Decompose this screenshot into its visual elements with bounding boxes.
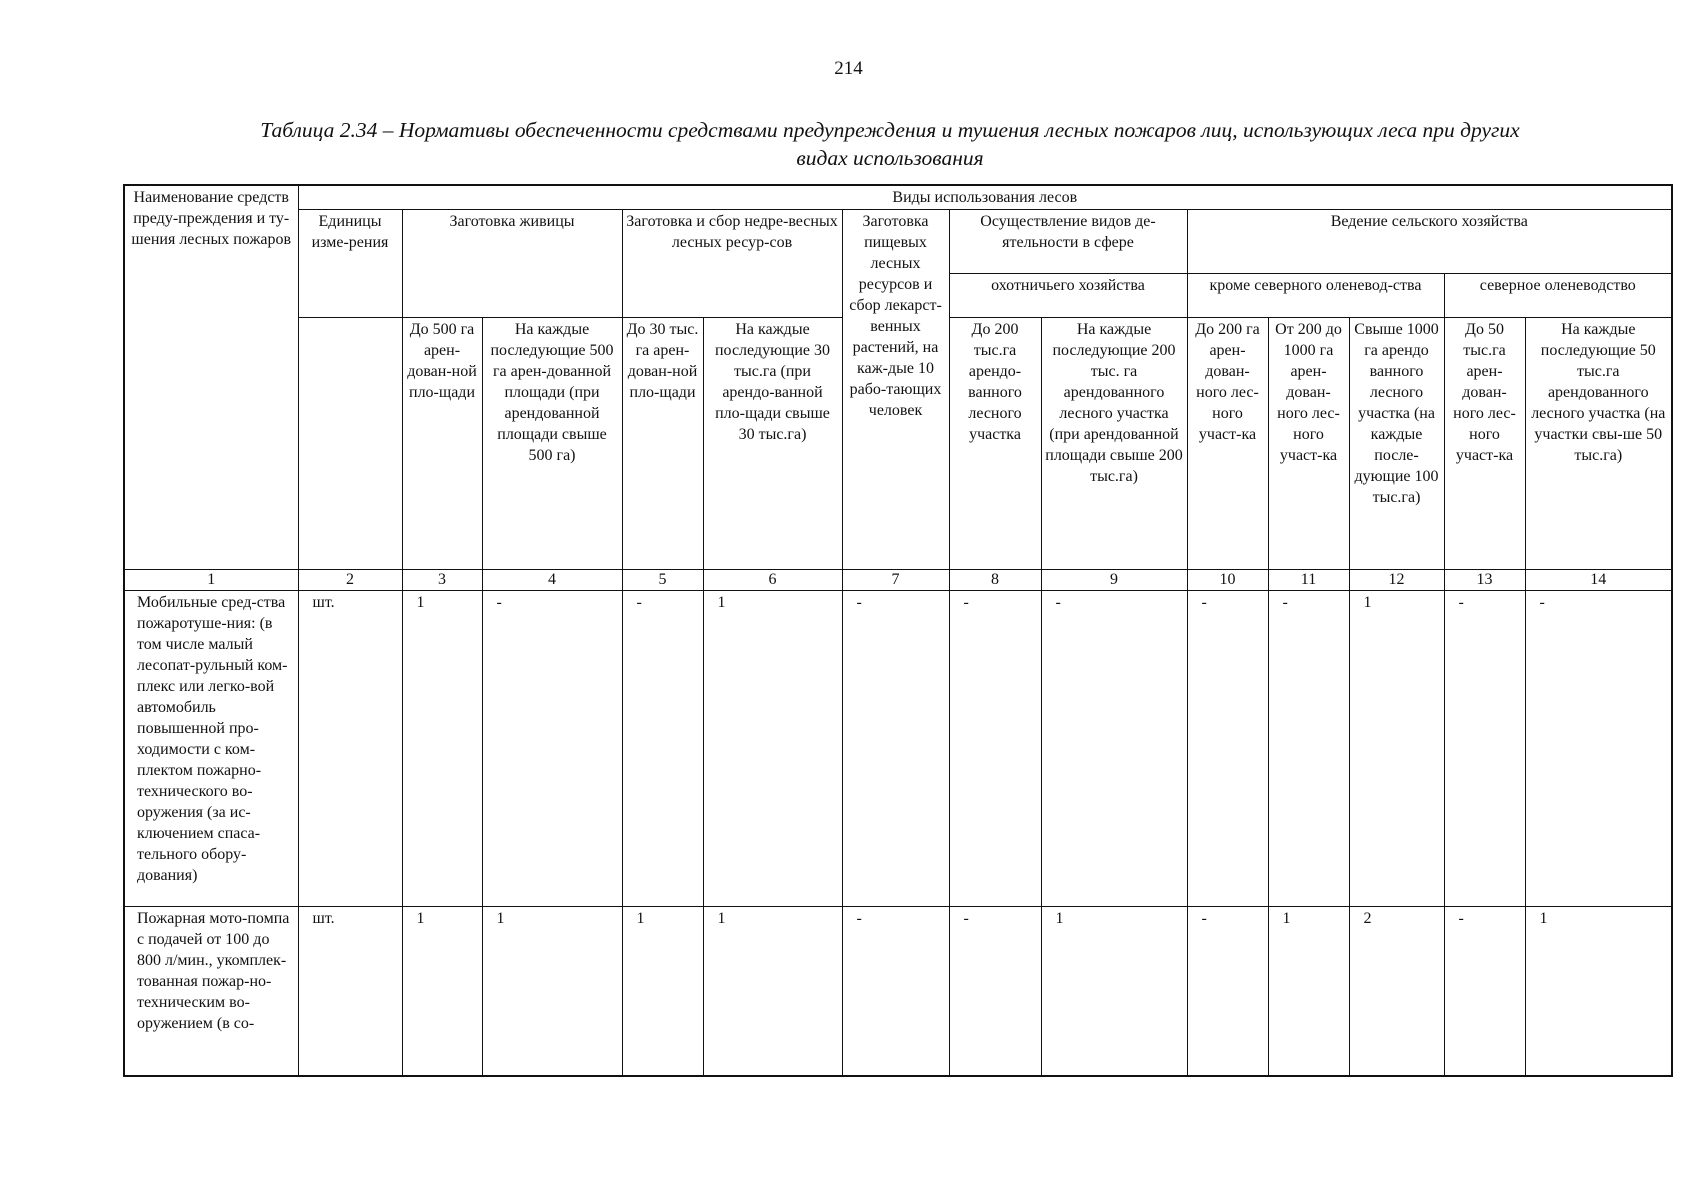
table-cell: 1 bbox=[402, 907, 482, 1076]
column-number: 7 bbox=[842, 570, 949, 591]
column-number: 1 bbox=[124, 570, 298, 591]
header-nedrev: Заготовка и сбор недре-весных лесных ресур-сов bbox=[622, 210, 842, 318]
header-ohot-top: Осуществление видов де-ятельности в сфере bbox=[949, 210, 1187, 274]
caption-line-1: Таблица 2.34 – Нормативы обеспеченности средствами предупреждения и тушения лесных пожаров лиц, использующих леса при других bbox=[260, 118, 1520, 142]
table-cell: шт. bbox=[298, 907, 402, 1076]
header-selhoz: Ведение сельского хозяйства bbox=[1187, 210, 1672, 274]
column-number: 2 bbox=[298, 570, 402, 591]
table-cell: 1 bbox=[402, 591, 482, 907]
table-cell: - bbox=[1525, 591, 1672, 907]
header-krome: кроме северного оленевод-ства bbox=[1187, 274, 1444, 318]
table-cell: 1 bbox=[622, 907, 703, 1076]
page-number: 214 bbox=[834, 58, 863, 79]
header-severnoe: северное оленеводство bbox=[1444, 274, 1672, 318]
table-cell: - bbox=[1041, 591, 1187, 907]
header-units-cont bbox=[298, 318, 402, 570]
caption-line-2: видах использования bbox=[796, 146, 984, 170]
table-cell: 1 bbox=[1525, 907, 1672, 1076]
table-cell: шт. bbox=[298, 591, 402, 907]
table-cell: 1 bbox=[703, 591, 842, 907]
row-name: Пожарная мото-помпа с подачей от 100 до 800 л/мин., укомплек-тованная пожар-но-техническим во-оружением (в со- bbox=[124, 907, 298, 1076]
header-col-4: На каждые последующие 500 га арен-дованной площади (при арендованной площади свыше 500 га) bbox=[482, 318, 622, 570]
table-cell: - bbox=[949, 591, 1041, 907]
header-col-5: До 30 тыс. га арен-дован-ной пло-щади bbox=[622, 318, 703, 570]
header-units: Единицы изме-рения bbox=[298, 210, 402, 318]
table-caption bbox=[160, 116, 1620, 172]
table-cell: 1 bbox=[1268, 907, 1349, 1076]
header-col-10: До 200 га арен-дован-ного лес-ного участ-ка bbox=[1187, 318, 1268, 570]
table-cell: - bbox=[622, 591, 703, 907]
table-cell: - bbox=[949, 907, 1041, 1076]
column-numbers-row bbox=[124, 570, 1672, 591]
header-col-13: До 50 тыс.га арен-дован-ного лес-ного участ-ка bbox=[1444, 318, 1525, 570]
header-name-col: Наименование средств преду-преждения и ту-шения лесных пожаров bbox=[124, 185, 298, 570]
header-col-8: До 200 тыс.га арендо-ванного лесного участка bbox=[949, 318, 1041, 570]
column-number: 11 bbox=[1268, 570, 1349, 591]
header-col-6: На каждые последующие 30 тыс.га (при арендо-ванной пло-щади свыше 30 тыс.га) bbox=[703, 318, 842, 570]
table-cell: - bbox=[1444, 591, 1525, 907]
table-row bbox=[124, 591, 1672, 907]
header-pishch: Заготовка пищевых лесных ресурсов и сбор лекарст-венных растений, на каж-дые 10 рабо-тающих человек bbox=[842, 210, 949, 570]
column-number: 13 bbox=[1444, 570, 1525, 591]
norms-table bbox=[123, 184, 1673, 1077]
column-number: 14 bbox=[1525, 570, 1672, 591]
column-number: 10 bbox=[1187, 570, 1268, 591]
column-number: 5 bbox=[622, 570, 703, 591]
header-row-2 bbox=[124, 210, 1672, 274]
column-number: 9 bbox=[1041, 570, 1187, 591]
column-number: 12 bbox=[1349, 570, 1444, 591]
table-cell: 1 bbox=[703, 907, 842, 1076]
table-cell: 2 bbox=[1349, 907, 1444, 1076]
column-number: 8 bbox=[949, 570, 1041, 591]
header-col-3: До 500 га арен-дован-ной пло-щади bbox=[402, 318, 482, 570]
table-row bbox=[124, 907, 1672, 1076]
header-col-9: На каждые последующие 200 тыс. га арендованного лесного участка (при арендованной площади свыше 200 тыс.га) bbox=[1041, 318, 1187, 570]
header-col-12: Свыше 1000 га арендо ванного лесного участка (на каждые после-дующие 100 тыс.га) bbox=[1349, 318, 1444, 570]
header-row-1 bbox=[124, 185, 1672, 210]
table-cell: - bbox=[482, 591, 622, 907]
column-number: 4 bbox=[482, 570, 622, 591]
header-col-11: От 200 до 1000 га арен-дован-ного лес-ного участ-ка bbox=[1268, 318, 1349, 570]
column-number: 3 bbox=[402, 570, 482, 591]
table-cell: 1 bbox=[1041, 907, 1187, 1076]
table-cell: - bbox=[1444, 907, 1525, 1076]
column-number: 6 bbox=[703, 570, 842, 591]
header-zhivitsa: Заготовка живицы bbox=[402, 210, 622, 318]
table-cell: - bbox=[1187, 591, 1268, 907]
row-name: Мобильные сред-ства пожаротуше-ния: (в том числе малый лесопат-рульный ком-плекс или легко-вой автомобиль повышенной про-ходимости с ком-плектом пожарно-технического во-оружения (за ис-ключением спаса-тельного обору-дования) bbox=[124, 591, 298, 907]
header-ohot-bottom: охотничьего хозяйства bbox=[949, 274, 1187, 318]
table-cell: 1 bbox=[1349, 591, 1444, 907]
header-kinds: Виды использования лесов bbox=[298, 185, 1672, 210]
table-cell: - bbox=[842, 591, 949, 907]
header-col-14: На каждые последующие 50 тыс.га арендованного лесного участка (на участки свы-ше 50 тыс.га) bbox=[1525, 318, 1672, 570]
table-cell: - bbox=[1268, 591, 1349, 907]
table-cell: 1 bbox=[482, 907, 622, 1076]
table-cell: - bbox=[842, 907, 949, 1076]
table-cell: - bbox=[1187, 907, 1268, 1076]
